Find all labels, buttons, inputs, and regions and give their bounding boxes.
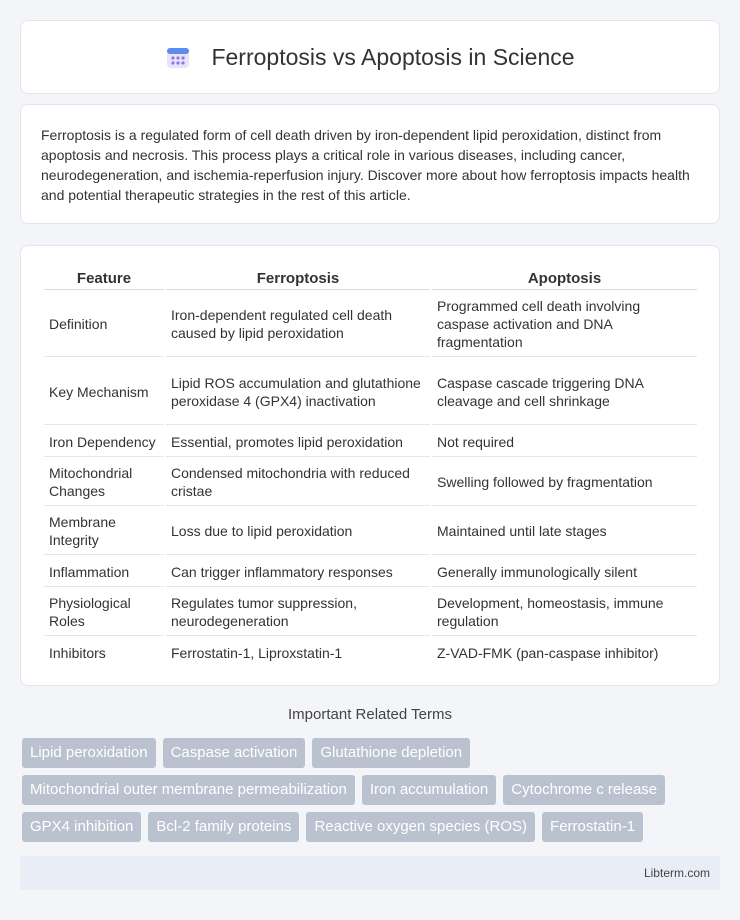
feature-cell: Inhibitors [49,645,106,661]
table-header-row [44,268,697,290]
intro-card [20,104,720,224]
feature-cell: Key Mechanism [44,359,164,425]
footer [20,856,720,890]
table-row [44,359,697,425]
footer-site-link[interactable]: Libterm.com [643,866,710,880]
feature-cell: Physiological Roles [44,589,164,636]
related-term-tag[interactable]: Bcl-2 family proteins [148,812,299,842]
apoptosis-cell: Caspase cascade triggering DNA cleavage and cell shrinkage [432,359,697,425]
feature-cell: Definition [44,292,164,357]
ferroptosis-cell: Ferrostatin-1, Liproxstatin-1 [171,645,343,661]
page-title: Ferroptosis vs Apoptosis in Science [211,43,575,70]
related-term-tag[interactable]: GPX4 inhibition [22,812,141,842]
table-row [44,638,697,668]
ferroptosis-cell: Can trigger inflammatory responses [166,557,430,587]
related-term-tag[interactable]: Cytochrome c release [503,775,665,805]
apoptosis-cell: Programmed cell death involving caspase activation and DNA fragmentation [432,292,697,357]
related-term-tag[interactable]: Mitochondrial outer membrane permeabilization [22,775,355,805]
related-terms-list [22,738,722,842]
column-header-apoptosis: Apoptosis [432,268,697,290]
table-row [44,589,697,636]
apoptosis-cell: Generally immunologically silent [432,557,697,587]
comparison-table [42,266,699,670]
related-term-tag[interactable]: Lipid peroxidation [22,738,156,768]
apoptosis-cell: Not required [432,427,697,457]
ferroptosis-cell: Essential, promotes lipid peroxidation [166,427,430,457]
feature-cell: Iron Dependency [44,427,164,457]
related-term-tag[interactable]: Caspase activation [163,738,306,768]
feature-cell: Mitochondrial Changes [44,459,164,506]
related-term-tag[interactable]: Ferrostatin-1 [542,812,643,842]
apoptosis-cell: Z-VAD-FMK (pan-caspase inhibitor) [437,645,659,661]
comparison-table-card [20,245,720,686]
apoptosis-cell: Maintained until late stages [432,508,697,555]
feature-cell: Membrane Integrity [44,508,164,555]
ferroptosis-cell: Iron-dependent regulated cell death caused by lipid peroxidation [166,292,430,357]
ferroptosis-cell: Lipid ROS accumulation and glutathione peroxidase 4 (GPX4) inactivation [166,359,430,425]
ferroptosis-cell: Regulates tumor suppression, neurodegeneration [166,589,430,636]
ferroptosis-cell: Condensed mitochondria with reduced cristae [166,459,430,506]
related-term-tag[interactable]: Reactive oxygen species (ROS) [306,812,535,842]
apoptosis-cell: Development, homeostasis, immune regulation [432,589,697,636]
table-row [44,508,697,555]
related-terms-title: Important Related Terms [288,706,452,723]
column-header-ferroptosis: Ferroptosis [166,268,430,290]
column-header-feature: Feature [44,268,164,290]
header-card [20,20,720,94]
table-row [44,557,697,587]
table-row [44,292,697,357]
related-term-tag[interactable]: Iron accumulation [362,775,496,805]
related-term-tag[interactable]: Glutathione depletion [312,738,470,768]
ferroptosis-cell: Loss due to lipid peroxidation [166,508,430,555]
table-row [44,427,697,457]
intro-text: Ferroptosis is a regulated form of cell death driven by iron-dependent lipid peroxidation, distinct from apoptosis and necrosis. This process plays a critical role in various diseases, including cancer, neurodegeneration, and ischemia-reperfusion injury. Discover more about how ferroptosis impacts health and potential therapeutic strategies in the rest of this article. [41,127,690,203]
apoptosis-cell: Swelling followed by fragmentation [432,459,697,506]
feature-cell: Inflammation [44,557,164,587]
table-row [44,459,697,506]
calendar-icon [165,44,191,70]
